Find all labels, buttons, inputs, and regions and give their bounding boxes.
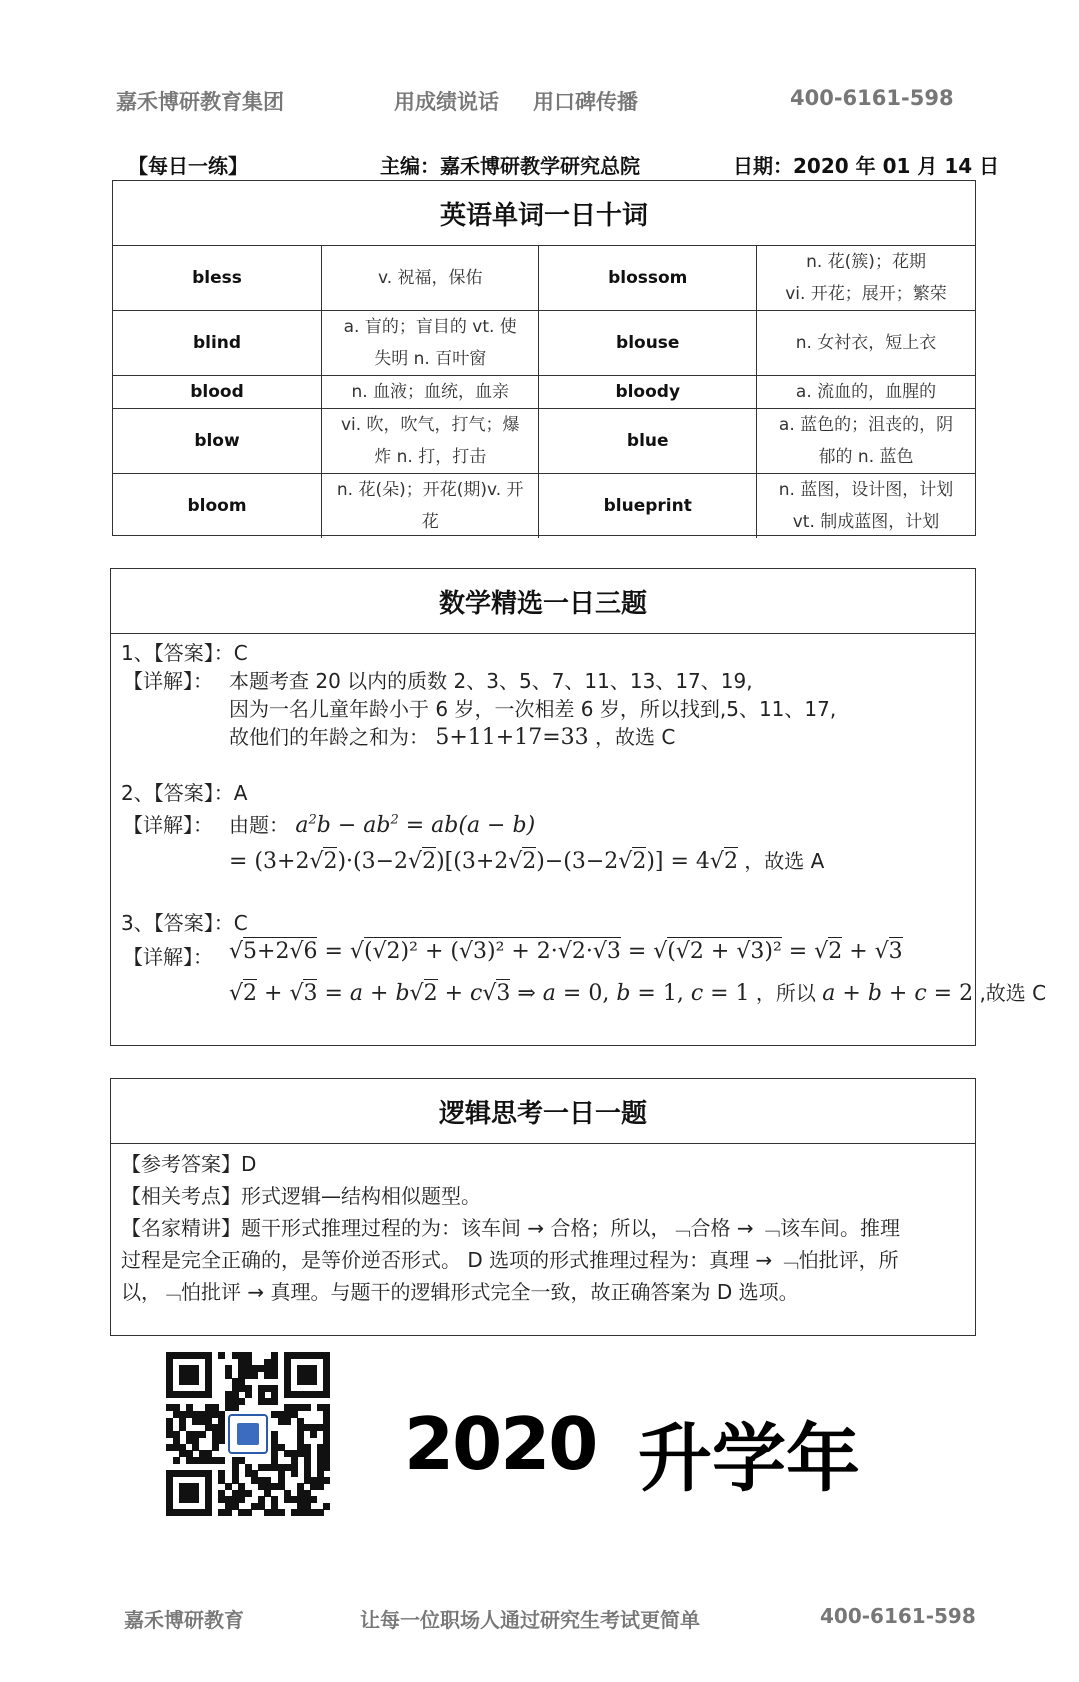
qr-module bbox=[291, 1470, 298, 1477]
q3-formula: √5+2√6 = √(√2)² + (√3)² + 2·√2·√3 = √(√2 + √3)² = √2 + √3 bbox=[229, 939, 903, 964]
q3-formula-line-1 bbox=[229, 939, 903, 964]
logic-title: 逻辑思考一日一题 bbox=[111, 1079, 975, 1144]
logic-topic: 【相关考点】形式逻辑—结构相似题型。 bbox=[121, 1184, 481, 1208]
word-cell: blow bbox=[113, 409, 322, 474]
logic-answer: 【参考答案】D bbox=[121, 1152, 257, 1176]
table-row bbox=[113, 376, 975, 409]
meaning-line: 炸 n. 打，打击 bbox=[374, 447, 487, 467]
q3-text: ,故选 C bbox=[979, 981, 1047, 1005]
meaning-cell: v. 祝福，保佑 bbox=[322, 246, 539, 311]
qr-module bbox=[251, 1372, 258, 1379]
qr-module bbox=[271, 1398, 278, 1405]
qr-module bbox=[192, 1496, 199, 1503]
daily-practice-label: 【每日一练】 bbox=[128, 154, 248, 178]
meaning-line: vi. 开花；展开；繁荣 bbox=[785, 284, 947, 304]
logic-explain-1: 【名家精讲】题干形式推理过程的为：该车间 → 合格；所以，﹁合格 → ﹁该车间。推理 bbox=[121, 1216, 900, 1240]
meaning-cell: a. 流血的，血腥的 bbox=[757, 376, 975, 409]
q3-formula-line-2 bbox=[229, 977, 1046, 1006]
qr-module bbox=[310, 1378, 317, 1385]
qr-module bbox=[317, 1483, 324, 1490]
table-row bbox=[113, 474, 975, 539]
qr-module bbox=[317, 1509, 324, 1516]
q2-formula: $a^2b - ab^2 = ab(a - b)$ bbox=[295, 812, 536, 838]
header-phone: 400-6161-598 bbox=[790, 86, 954, 110]
q1-detail-label: 【详解】： bbox=[123, 669, 213, 693]
qr-code bbox=[166, 1352, 330, 1516]
word-cell: bless bbox=[113, 246, 322, 311]
editor-label: 主编：嘉禾博研教学研究总院 bbox=[380, 154, 640, 178]
qr-module bbox=[192, 1378, 199, 1385]
qr-logo-mark bbox=[237, 1423, 258, 1444]
meaning-line: 郁的 n. 蓝色 bbox=[818, 447, 914, 467]
meaning-cell bbox=[322, 311, 539, 376]
qr-module bbox=[278, 1509, 285, 1516]
qr-module bbox=[173, 1457, 180, 1464]
qr-module bbox=[212, 1444, 219, 1451]
q2-detail-label: 【详解】： bbox=[123, 813, 213, 837]
word-cell: blood bbox=[113, 376, 322, 409]
header-slogan-2: 用口碑传播 bbox=[533, 90, 638, 114]
qr-module bbox=[199, 1431, 206, 1438]
qr-module bbox=[205, 1391, 212, 1398]
qr-module bbox=[232, 1404, 239, 1411]
q3-formula: a + b + c = 2 bbox=[822, 981, 974, 1006]
table-row bbox=[113, 246, 975, 311]
qr-module bbox=[310, 1496, 317, 1503]
meaning-line: a. 盲的；盲目的 vt. 使 bbox=[343, 317, 517, 337]
qr-module bbox=[323, 1391, 330, 1398]
meaning-cell bbox=[322, 474, 539, 539]
vocab-section bbox=[112, 180, 976, 536]
word-cell: blue bbox=[539, 409, 757, 474]
q1-detail-line-3 bbox=[229, 721, 675, 750]
vocab-table bbox=[113, 246, 975, 538]
q2-formula-line-1 bbox=[229, 809, 535, 838]
qr-module bbox=[245, 1391, 252, 1398]
qr-logo-icon bbox=[228, 1414, 267, 1453]
header-org: 嘉禾博研教育集团 bbox=[116, 90, 284, 114]
word-cell: bloom bbox=[113, 474, 322, 539]
meaning-line: 花 bbox=[421, 512, 439, 532]
math-title: 数学精选一日三题 bbox=[111, 569, 975, 634]
word-cell: bloody bbox=[539, 376, 757, 409]
logic-section bbox=[110, 1078, 976, 1336]
q2-formula: = (3+2√2)·(3−2√2)[(3+2√2)−(3−2√2)] = 4√2 bbox=[229, 849, 738, 874]
promo-text: 升学年 bbox=[638, 1416, 860, 1502]
footer-phone: 400-6161-598 bbox=[820, 1604, 976, 1628]
meaning-line: 失明 n. 百叶窗 bbox=[374, 349, 487, 369]
meaning-cell: n. 女衬衣，短上衣 bbox=[757, 311, 975, 376]
meaning-line: vt. 制成蓝图，计划 bbox=[792, 512, 940, 532]
meaning-line: n. 花(簇)；花期 bbox=[806, 252, 926, 272]
word-cell: blind bbox=[113, 311, 322, 376]
meaning-line: n. 花(朵)；开花(期)v. 开 bbox=[336, 480, 524, 500]
qr-module bbox=[245, 1509, 252, 1516]
vocab-title: 英语单词一日十词 bbox=[113, 181, 975, 246]
qr-module bbox=[304, 1404, 311, 1411]
meaning-cell bbox=[757, 246, 975, 311]
footer-org: 嘉禾博研教育 bbox=[124, 1608, 244, 1632]
meaning-line: n. 蓝图，设计图，计划 bbox=[778, 480, 954, 500]
q2-formula-line-2 bbox=[229, 845, 824, 874]
header-slogan-1: 用成绩说话 bbox=[394, 90, 499, 114]
meaning-cell: n. 血液；血统，血亲 bbox=[322, 376, 539, 409]
meaning-line: a. 蓝色的；沮丧的，阴 bbox=[778, 415, 954, 435]
meaning-cell bbox=[757, 474, 975, 539]
q3-detail-label: 【详解】： bbox=[123, 945, 213, 969]
q1-formula: 5+11+17=33 bbox=[435, 725, 589, 750]
q2-answer: 2、【答案】：A bbox=[121, 781, 248, 805]
q2-text: ，故选 A bbox=[744, 849, 825, 873]
meaning-cell bbox=[322, 409, 539, 474]
qr-module bbox=[218, 1457, 225, 1464]
qr-module bbox=[323, 1477, 330, 1484]
footer-slogan: 让每一位职场人通过研究生考试更简单 bbox=[360, 1608, 700, 1632]
q1-detail-line-2: 因为一名儿童年龄小于 6 岁，一次相差 6 岁，所以找到,5、11、17, bbox=[229, 697, 837, 721]
q3-answer: 3、【答案】：C bbox=[121, 911, 248, 935]
qr-module bbox=[271, 1372, 278, 1379]
qr-module bbox=[310, 1431, 317, 1438]
promo-year: 2020 bbox=[404, 1402, 597, 1486]
qr-module bbox=[218, 1437, 225, 1444]
meaning-line: vi. 吹，吹气，打气；爆 bbox=[340, 415, 520, 435]
qr-module bbox=[238, 1496, 245, 1503]
qr-module bbox=[245, 1490, 252, 1497]
qr-module bbox=[284, 1418, 291, 1425]
qr-module bbox=[205, 1509, 212, 1516]
q1-text: 故他们的年龄之和为： bbox=[229, 725, 429, 749]
logic-explain-2: 过程是完全正确的，是等价逆否形式。 D 选项的形式推理过程为：真理 → ﹁怕批评，所 bbox=[121, 1248, 899, 1272]
word-cell: blossom bbox=[539, 246, 757, 311]
q2-text: 由题： bbox=[229, 813, 289, 837]
q1-answer: 1、【答案】：C bbox=[121, 641, 248, 665]
qr-module bbox=[323, 1464, 330, 1471]
qr-module bbox=[218, 1352, 225, 1359]
qr-module bbox=[323, 1503, 330, 1510]
q1-detail-line-1: 本题考查 20 以内的质数 2、3、5、7、11、13、17、19, bbox=[229, 669, 753, 693]
q1-text: ，故选 C bbox=[595, 725, 676, 749]
logic-explain-3: 以，﹁怕批评 → 真理。与题干的逻辑形式完全一致，故正确答案为 D 选项。 bbox=[121, 1280, 799, 1304]
meaning-cell bbox=[757, 409, 975, 474]
q3-formula: √2 + √3 = a + b√2 + c√3 ⇒ a = 0, b = 1, c = 1 bbox=[229, 981, 750, 1006]
word-cell: blueprint bbox=[539, 474, 757, 539]
word-cell: blouse bbox=[539, 311, 757, 376]
q3-text: ，所以 bbox=[755, 981, 816, 1005]
math-section bbox=[110, 568, 1047, 1046]
table-row bbox=[113, 409, 975, 474]
qr-module bbox=[238, 1398, 245, 1405]
table-row bbox=[113, 311, 975, 376]
qr-module bbox=[225, 1509, 232, 1516]
date-label: 日期：2020 年 01 月 14 日 bbox=[733, 154, 1000, 178]
